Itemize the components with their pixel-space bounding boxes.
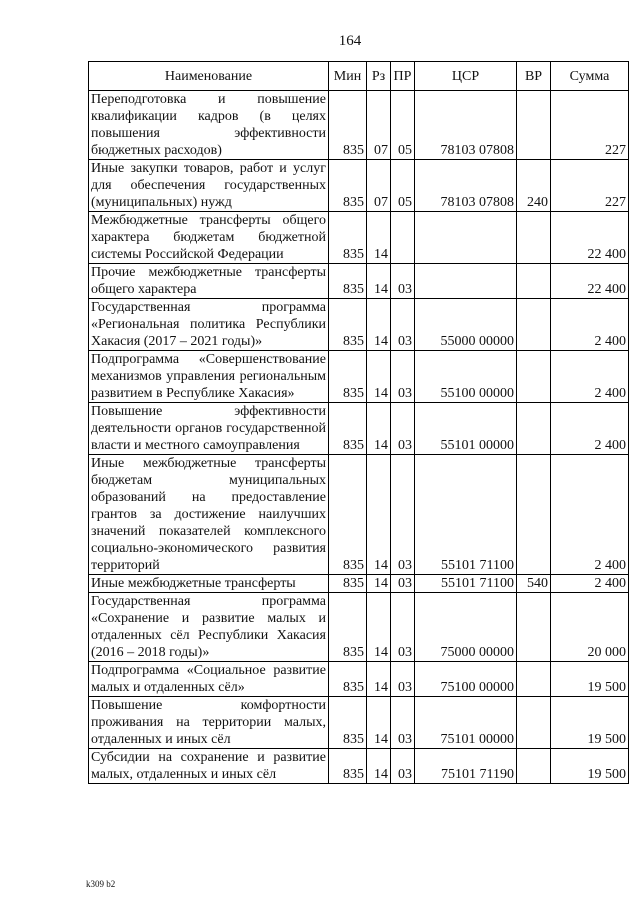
- cell-csr: 55101 71100: [415, 575, 517, 593]
- cell-sum: 19 500: [551, 697, 629, 749]
- cell-min: 835: [329, 91, 367, 160]
- cell-csr: 78103 07808: [415, 160, 517, 212]
- cell-sum: 2 400: [551, 575, 629, 593]
- table-row: [89, 264, 629, 299]
- cell-pr: [391, 212, 415, 264]
- cell-pr: 03: [391, 351, 415, 403]
- cell-name: Межбюджетные трансферты общего характера бюджетам бюджетной системы Российской Федерации: [89, 212, 329, 264]
- table-row: [89, 403, 629, 455]
- cell-rz: 14: [367, 212, 391, 264]
- cell-rz: 14: [367, 593, 391, 662]
- cell-min: 835: [329, 299, 367, 351]
- cell-sum: 2 400: [551, 455, 629, 575]
- cell-vr: [517, 593, 551, 662]
- cell-rz: 14: [367, 264, 391, 299]
- cell-name: Субсидии на сохранение и развитие малых, отдаленных и иных сёл: [89, 749, 329, 784]
- cell-sum: 227: [551, 91, 629, 160]
- header-name: Наименование: [89, 62, 329, 91]
- cell-csr: 55101 71100: [415, 455, 517, 575]
- cell-min: 835: [329, 160, 367, 212]
- cell-name: Иные межбюджетные трансферты бюджетам муниципальных образований на предоставление грантов за достижение наилучших значений показателей комплексного социально-экономического развития территорий: [89, 455, 329, 575]
- cell-min: 835: [329, 662, 367, 697]
- table-row: [89, 91, 629, 160]
- cell-csr: 78103 07808: [415, 91, 517, 160]
- table-row: [89, 299, 629, 351]
- cell-csr: 55000 00000: [415, 299, 517, 351]
- table-row: [89, 455, 629, 575]
- cell-pr: 05: [391, 160, 415, 212]
- cell-name: Иные закупки товаров, работ и услуг для обеспечения государственных (муниципальных) нужд: [89, 160, 329, 212]
- cell-sum: 22 400: [551, 264, 629, 299]
- cell-pr: 03: [391, 403, 415, 455]
- cell-vr: 240: [517, 160, 551, 212]
- cell-csr: 75101 00000: [415, 697, 517, 749]
- cell-name: Иные межбюджетные трансферты: [89, 575, 329, 593]
- cell-min: 835: [329, 351, 367, 403]
- cell-min: 835: [329, 264, 367, 299]
- header-pr: ПР: [391, 62, 415, 91]
- cell-min: 835: [329, 593, 367, 662]
- cell-csr: [415, 212, 517, 264]
- cell-csr: 75101 71190: [415, 749, 517, 784]
- cell-rz: 07: [367, 91, 391, 160]
- cell-rz: 14: [367, 351, 391, 403]
- header-rz: Рз: [367, 62, 391, 91]
- cell-vr: [517, 264, 551, 299]
- cell-csr: 55100 00000: [415, 351, 517, 403]
- cell-sum: 22 400: [551, 212, 629, 264]
- cell-min: 835: [329, 455, 367, 575]
- cell-sum: 227: [551, 160, 629, 212]
- cell-name: Государственная программа «Региональная политика Республики Хакасия (2017 – 2021 годы)»: [89, 299, 329, 351]
- cell-rz: 14: [367, 455, 391, 575]
- table-row: [89, 212, 629, 264]
- cell-name: Государственная программа «Сохранение и развитие малых и отдаленных сёл Республики Хакасия (2016 – 2018 годы)»: [89, 593, 329, 662]
- cell-pr: 03: [391, 264, 415, 299]
- cell-vr: [517, 455, 551, 575]
- cell-csr: 75100 00000: [415, 662, 517, 697]
- cell-pr: 03: [391, 662, 415, 697]
- cell-name: Подпрограмма «Социальное развитие малых и отдаленных сёл»: [89, 662, 329, 697]
- budget-table: [88, 61, 629, 784]
- cell-vr: [517, 91, 551, 160]
- footer-code: k309 b2: [86, 879, 116, 889]
- table-header-row: [89, 62, 629, 91]
- cell-name: Повышение комфортности проживания на территории малых, отдаленных и иных сёл: [89, 697, 329, 749]
- cell-pr: 05: [391, 91, 415, 160]
- cell-rz: 14: [367, 575, 391, 593]
- table-row: [89, 575, 629, 593]
- cell-name: Переподготовка и повышение квалификации кадров (в целях повышения эффективности бюджетных расходов): [89, 91, 329, 160]
- cell-sum: 19 500: [551, 749, 629, 784]
- cell-vr: [517, 212, 551, 264]
- cell-pr: 03: [391, 749, 415, 784]
- table-row: [89, 593, 629, 662]
- cell-pr: 03: [391, 575, 415, 593]
- header-sum: Сумма: [551, 62, 629, 91]
- cell-vr: [517, 351, 551, 403]
- cell-rz: 14: [367, 749, 391, 784]
- cell-vr: [517, 299, 551, 351]
- cell-name: Прочие межбюджетные трансферты общего характера: [89, 264, 329, 299]
- table-row: [89, 351, 629, 403]
- table-row: [89, 160, 629, 212]
- table-row: [89, 662, 629, 697]
- cell-rz: 14: [367, 697, 391, 749]
- cell-min: 835: [329, 697, 367, 749]
- cell-csr: 75000 00000: [415, 593, 517, 662]
- cell-vr: [517, 697, 551, 749]
- cell-rz: 14: [367, 403, 391, 455]
- cell-vr: [517, 749, 551, 784]
- cell-sum: 20 000: [551, 593, 629, 662]
- cell-name: Повышение эффективности деятельности органов государственной власти и местного самоуправления: [89, 403, 329, 455]
- header-csr: ЦСР: [415, 62, 517, 91]
- cell-pr: 03: [391, 299, 415, 351]
- cell-sum: 2 400: [551, 351, 629, 403]
- cell-vr: [517, 403, 551, 455]
- cell-min: 835: [329, 212, 367, 264]
- table-row: [89, 749, 629, 784]
- cell-sum: 19 500: [551, 662, 629, 697]
- cell-pr: 03: [391, 455, 415, 575]
- header-min: Мин: [329, 62, 367, 91]
- cell-sum: 2 400: [551, 403, 629, 455]
- cell-vr: 540: [517, 575, 551, 593]
- cell-min: 835: [329, 403, 367, 455]
- cell-min: 835: [329, 575, 367, 593]
- cell-vr: [517, 662, 551, 697]
- cell-rz: 07: [367, 160, 391, 212]
- cell-sum: 2 400: [551, 299, 629, 351]
- cell-min: 835: [329, 749, 367, 784]
- cell-csr: [415, 264, 517, 299]
- cell-name: Подпрограмма «Совершенствование механизмов управления региональным развитием в Республике Хакасия»: [89, 351, 329, 403]
- page-number: 164: [338, 33, 362, 49]
- cell-pr: 03: [391, 697, 415, 749]
- cell-rz: 14: [367, 662, 391, 697]
- header-vr: ВР: [517, 62, 551, 91]
- cell-rz: 14: [367, 299, 391, 351]
- cell-pr: 03: [391, 593, 415, 662]
- table-row: [89, 697, 629, 749]
- cell-csr: 55101 00000: [415, 403, 517, 455]
